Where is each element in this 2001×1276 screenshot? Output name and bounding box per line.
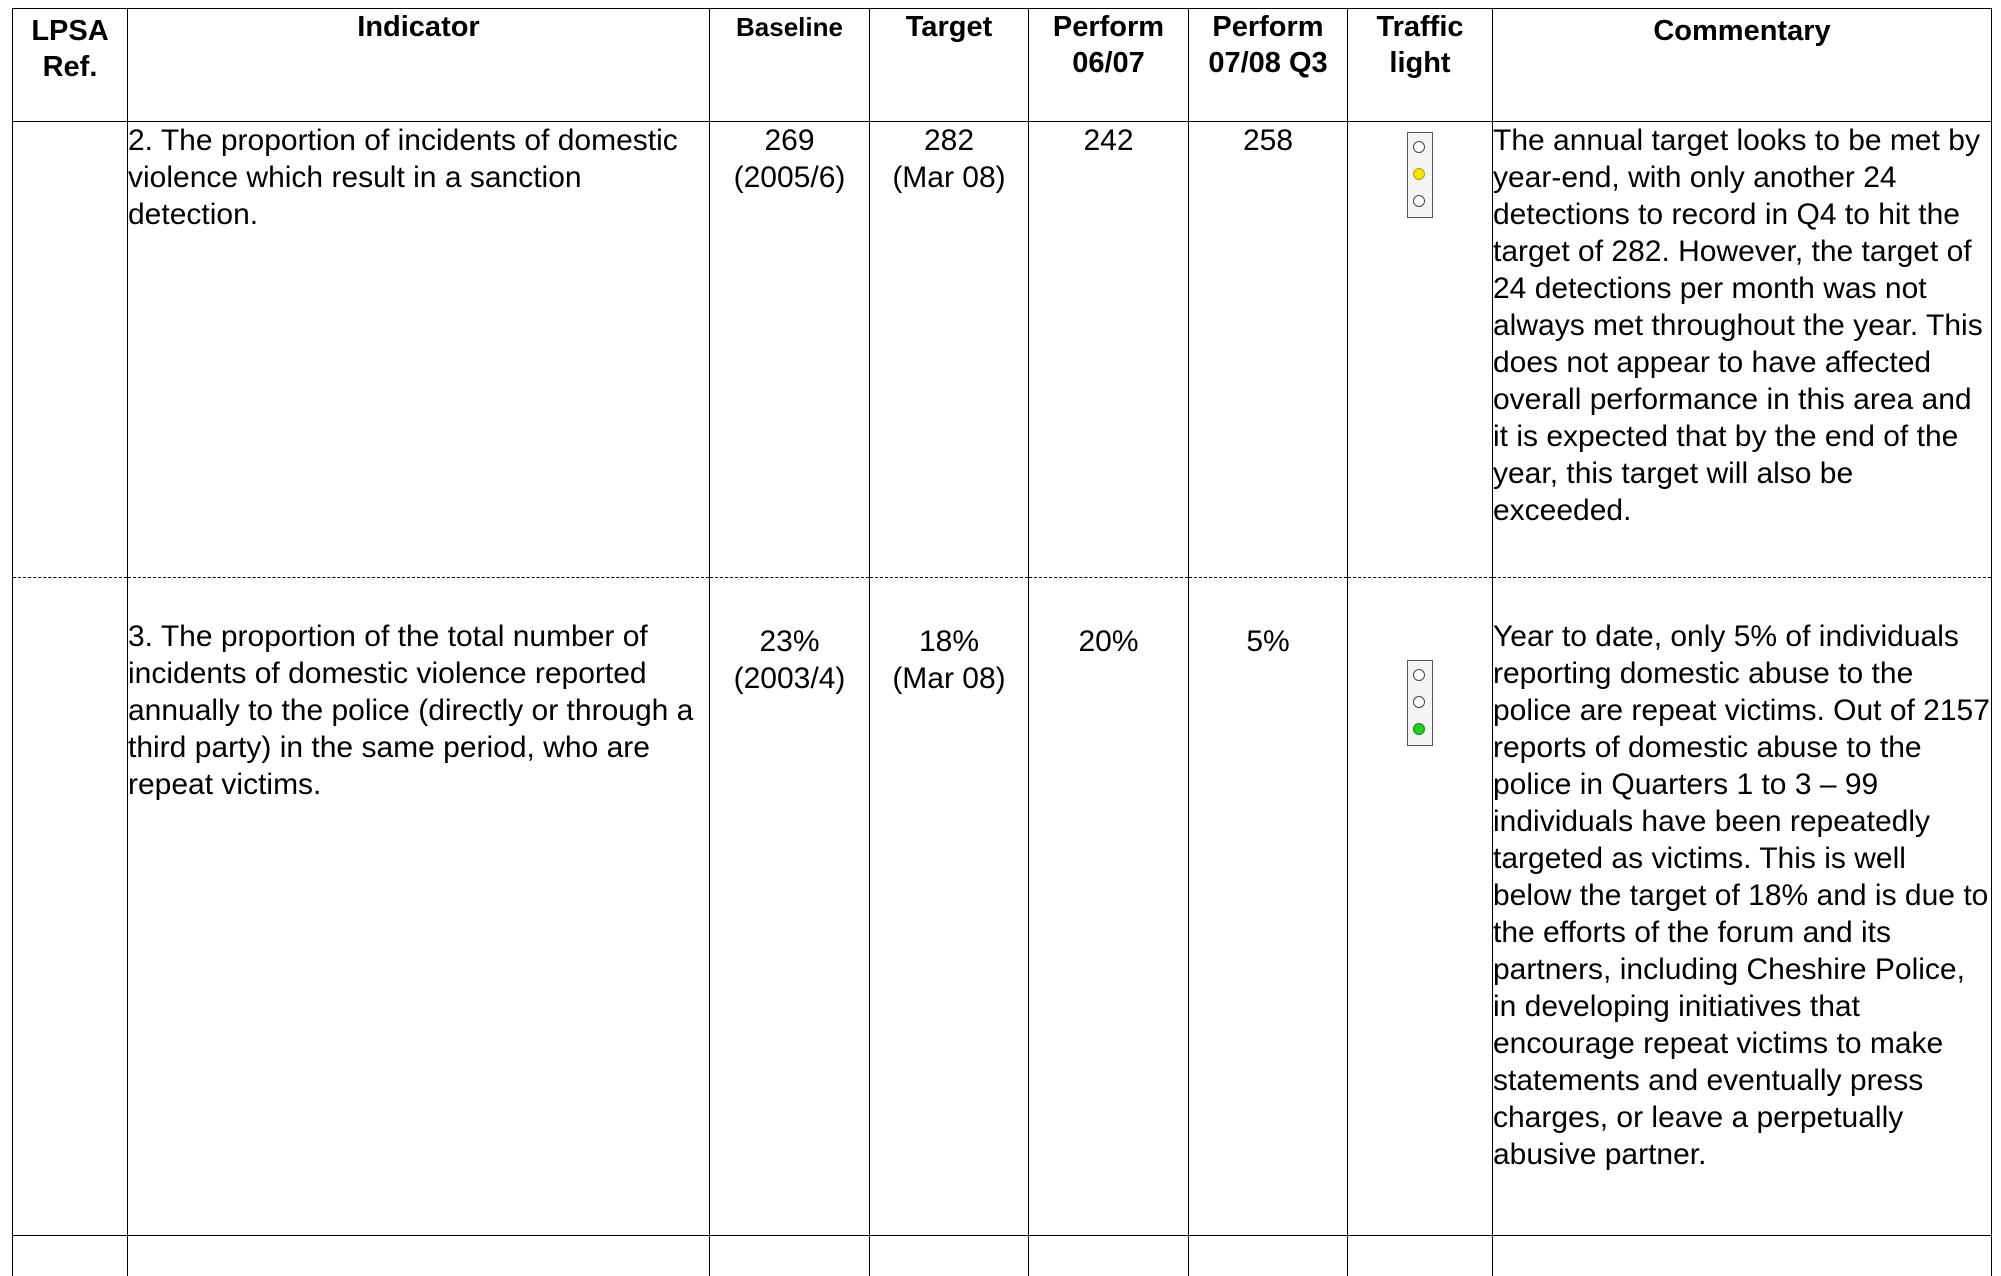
red-lamp	[1413, 141, 1425, 153]
traffic-light-green-icon	[1407, 660, 1433, 746]
header-indicator: Indicator	[128, 9, 710, 122]
perform-0607-cell: 242	[1029, 122, 1189, 578]
perform-0607-cell: 20%	[1029, 578, 1189, 1236]
baseline-cell	[710, 578, 870, 1236]
target-period: (Mar 08)	[870, 159, 1028, 196]
header-target: Target	[870, 9, 1029, 122]
baseline-value: 269	[710, 122, 869, 159]
commentary-cell: Year to date, only 5% of individuals reporting domestic abuse to the police are repeat victims. Out of 2157 reports of domestic abuse to the police in Quarters 1 to 3 – 99 individuals have been repeatedly targeted as victims. This is well below the target of 18% and is due to the efforts of the forum and its partners, including Cheshire Police, in developing initiatives that encourage repeat victims to make statements and eventually press charges, or leave a perpetually abusive partner.	[1493, 578, 1992, 1236]
amber-lamp-lit	[1413, 168, 1425, 180]
empty-cell	[710, 1236, 870, 1276]
traffic-light-cell	[1348, 122, 1493, 578]
empty-cell	[128, 1236, 710, 1276]
header-commentary: Commentary	[1493, 9, 1992, 122]
baseline-value: 23%	[710, 623, 869, 660]
target-cell	[870, 122, 1029, 578]
target-value: 18%	[870, 623, 1028, 660]
empty-cell	[1493, 1236, 1992, 1276]
target-period: (Mar 08)	[870, 660, 1028, 697]
header-traffic-light: Traffic light	[1348, 9, 1493, 122]
indicator-cell: 3. The proportion of the total number of incidents of domestic violence reported annually to the police (directly or through a third party) in the same period, who are repeat victims.	[128, 578, 710, 1236]
lpsa-ref-cell	[13, 578, 128, 1236]
red-lamp	[1413, 669, 1425, 681]
traffic-light-cell	[1348, 578, 1493, 1236]
indicator-cell: 2. The proportion of incidents of domestic violence which result in a sanction detection.	[128, 122, 710, 578]
table-row	[13, 578, 1992, 1236]
baseline-period: (2003/4)	[710, 660, 869, 697]
empty-cell	[1029, 1236, 1189, 1276]
header-baseline: Baseline	[710, 9, 870, 122]
header-lpsa-ref: LPSA Ref.	[13, 9, 128, 122]
header-perform-0607: Perform 06/07	[1029, 9, 1189, 122]
table-header	[13, 9, 1992, 122]
baseline-cell	[710, 122, 870, 578]
green-lamp-lit	[1413, 723, 1425, 735]
traffic-light-amber-icon	[1407, 132, 1433, 218]
lpsa-ref-cell	[13, 122, 128, 578]
table-row	[13, 122, 1992, 578]
green-lamp	[1413, 195, 1425, 207]
perform-0708-cell: 258	[1189, 122, 1348, 578]
perform-0708-cell: 5%	[1189, 578, 1348, 1236]
table-row-empty	[13, 1236, 1992, 1276]
target-cell	[870, 578, 1029, 1236]
baseline-period: (2005/6)	[710, 159, 869, 196]
empty-cell	[870, 1236, 1029, 1276]
header-perform-0708: Perform 07/08 Q3	[1189, 9, 1348, 122]
empty-cell	[1189, 1236, 1348, 1276]
commentary-cell: The annual target looks to be met by year-end, with only another 24 detections to record in Q4 to hit the target of 282. However, the target of 24 detections per month was not always met throughout the year. This does not appear to have affected overall performance in this area and it is expected that by the end of the year, this target will also be exceeded.	[1493, 122, 1992, 578]
amber-lamp	[1413, 696, 1425, 708]
empty-cell	[13, 1236, 128, 1276]
empty-cell	[1348, 1236, 1493, 1276]
target-value: 282	[870, 122, 1028, 159]
performance-table	[12, 8, 1992, 1276]
